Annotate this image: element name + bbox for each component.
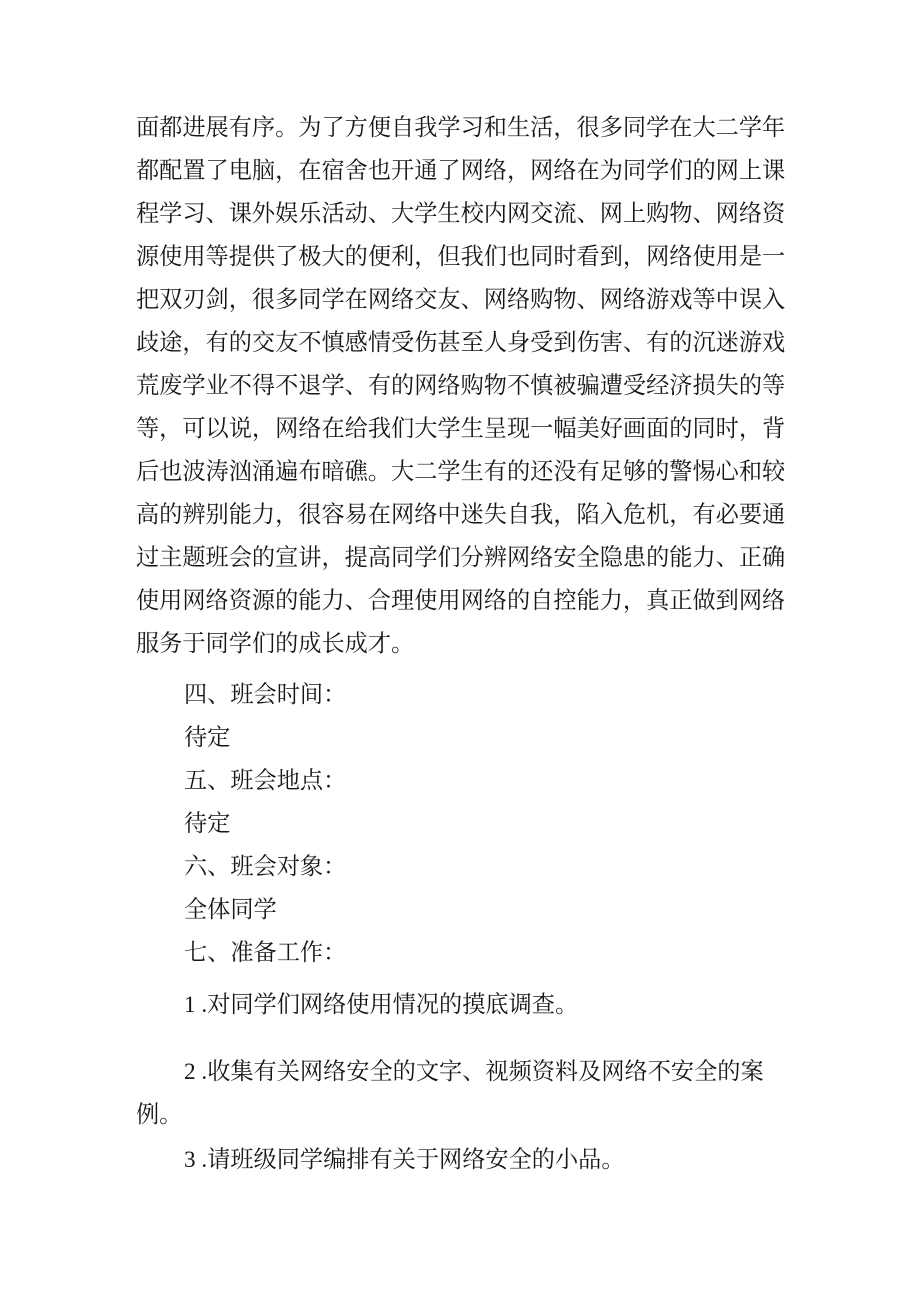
intro-paragraph-line: 把双刃剑，很多同学在网络交友、网络购物、网络游戏等中误入	[136, 287, 786, 313]
prep-item-line: 2 .收集有关网络安全的文字、视频资料及网络不安全的案	[184, 1059, 764, 1085]
intro-paragraph-line: 服务于同学们的成长成才。	[136, 631, 415, 657]
prep-item-continuation-line: 例。	[136, 1102, 183, 1128]
intro-paragraph-line: 高的辨别能力，很容易在网络中迷失自我，陷入危机，有必要通	[136, 502, 786, 528]
prep-item	[136, 1139, 786, 1182]
intro-paragraph-line: 荒废学业不得不退学、有的网络购物不慎被骗遭受经济损失的等	[136, 373, 786, 399]
prep-items	[136, 984, 786, 1182]
prep-item-line: 3 .请班级同学编排有关于网络安全的小品。	[184, 1147, 625, 1173]
value-meeting-time: 待定	[184, 725, 231, 751]
intro-paragraph-line: 源使用等提供了极大的便利，但我们也同时看到，网络使用是一	[136, 244, 786, 270]
value-meeting-place: 待定	[184, 811, 231, 837]
intro-paragraph-line: 程学习、课外娱乐活动、大学生校内网交流、网上购物、网络资	[136, 201, 786, 227]
intro-paragraph-line: 等，可以说，网络在给我们大学生呈现一幅美好画面的同时，背	[136, 416, 786, 442]
page-content	[136, 107, 786, 1182]
intro-paragraph-line: 过主题班会的宣讲，提高同学们分辨网络安全隐患的能力、正确	[136, 545, 786, 571]
intro-paragraph-line: 面都进展有序。为了方便自我学习和生活，很多同学在大二学年	[136, 115, 786, 141]
prep-item-line: 1 .对同学们网络使用情况的摸底调查。	[184, 992, 579, 1018]
prep-item	[136, 984, 786, 1027]
value-meeting-audience: 全体同学	[184, 897, 277, 923]
intro-paragraph-line: 都配置了电脑，在宿舍也开通了网络，网络在为同学们的网上课	[136, 158, 786, 184]
intro-paragraph-line: 使用网络资源的能力、合理使用网络的自控能力，真正做到网络	[136, 588, 786, 614]
intro-paragraph-line: 歧途，有的交友不慎感情受伤甚至人身受到伤害、有的沉迷游戏	[136, 330, 786, 356]
intro-paragraph	[136, 107, 786, 666]
heading-meeting-place: 五、班会地点：	[184, 768, 347, 794]
prep-item	[136, 1051, 786, 1137]
heading-meeting-audience: 六、班会对象：	[184, 854, 347, 880]
heading-preparation: 七、准备工作：	[184, 940, 347, 966]
heading-meeting-time: 四、班会时间：	[184, 682, 347, 708]
intro-paragraph-line: 后也波涛汹涌遍布暗礁。大二学生有的还没有足够的警惕心和较	[136, 459, 786, 485]
